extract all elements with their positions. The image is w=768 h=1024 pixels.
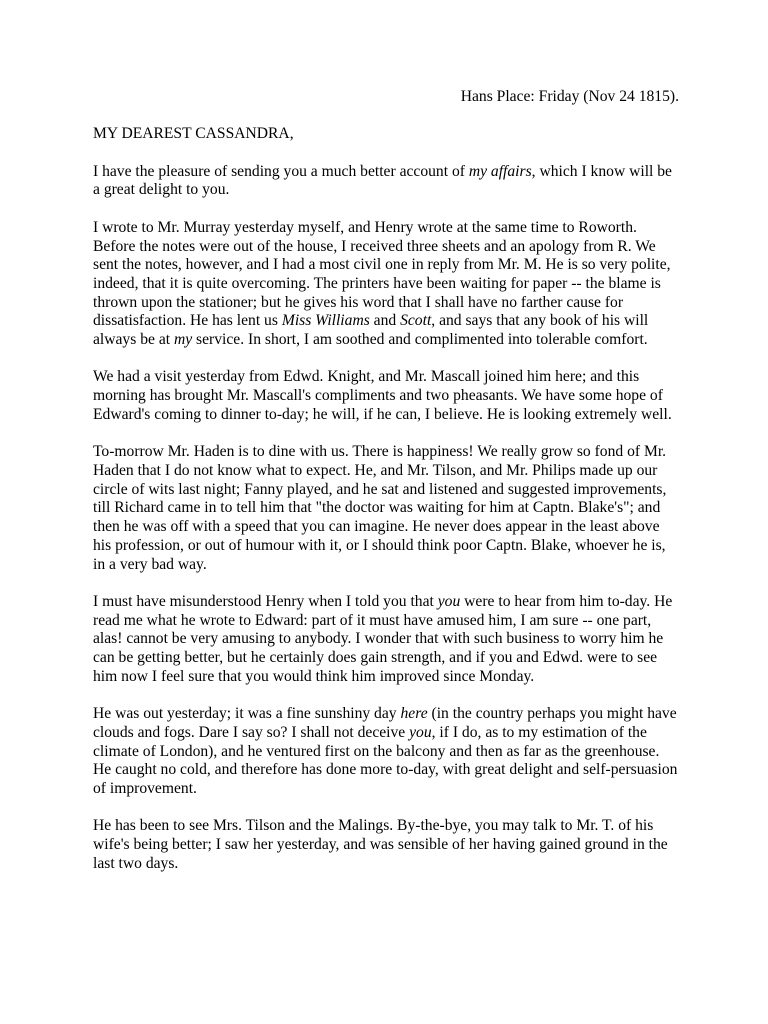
- letter-paragraph: [93, 443, 679, 574]
- letter-paragraph: [93, 593, 679, 687]
- letter-paragraph: [93, 817, 679, 873]
- italic-run: Miss Williams: [281, 312, 370, 330]
- text-run: and: [369, 312, 401, 330]
- letter-paragraph: [93, 163, 679, 200]
- text-run: I have the pleasure of sending you a much better account of: [93, 162, 469, 180]
- text-run: To-morrow Mr. Haden is to dine with us. There is happiness! We really grow so fond of Mr. Haden that I do not know what to expect. He, and Mr. Tilson, and Mr. Philips made up our circle of wits last night; Fanny played, and he sat and listened and suggested improvements, till Richard came in to tell him that "the doctor was waiting for him at Captn. Blake's"; and then he was off with a speed that you can imagine. He never does appear in the least above his profession, or out of humour with it, or I should think poor Captn. Blake, whoever he is, in a very bad way.: [93, 443, 667, 573]
- letter-paragraph: [93, 219, 679, 350]
- italic-run: my affairs: [468, 162, 532, 180]
- text-run: , if I do, as to my estimation of the climate of London), and he ventured first on the balcony and then as far as the greenhouse. He caught no cold, and therefore has done more to-day, with great delight and self-persuasion of improvement.: [93, 723, 678, 797]
- text-run: He was out yesterday; it was a fine sunshiny day: [93, 705, 401, 723]
- text-run: We had a visit yesterday from Edwd. Knight, and Mr. Mascall joined him here; and this morning has brought Mr. Mascall's compliments and two pheasants. We have some hope of Edward's coming to dinner to-day; he will, if he can, I believe. He is looking extremely well.: [93, 368, 672, 423]
- text-run: , and says that any book of his will always be at: [93, 312, 649, 349]
- text-run: were to hear from him to-day. He read me what he wrote to Edward: part of it must have amused him, I am sure -- one part, alas! cannot be very amusing to anybody. I wonder that with such business to worry him he can be getting better, but he certainly does gain strength, and if you and Edwd. were to see him now I feel sure that you would think him improved since Monday.: [93, 592, 673, 685]
- text-run: service. In short, I am soothed and complimented into tolerable comfort.: [192, 331, 648, 349]
- italic-run: my: [173, 331, 193, 349]
- text-run: He has been to see Mrs. Tilson and the Malings. By-the-bye, you may talk to Mr. T. of his wife's being better; I saw her yesterday, and was sensible of her having gained ground in the last two days.: [93, 817, 668, 872]
- letter-paragraph: [93, 368, 679, 424]
- text-run: (in the country perhaps you might have clouds and fogs. Dare I say so? I shall not deceive: [93, 705, 677, 741]
- letter-paragraph: [93, 705, 679, 799]
- italic-run: you: [409, 723, 432, 741]
- text-run: I wrote to Mr. Murray yesterday myself, and Henry wrote at the same time to Roworth. Before the notes were out of the house, I received three sheets and an apology from R. We sent the notes, however, and I had a most civil one in reply from Mr. M. He is so very polite, indeed, that it is quite overcoming. The printers have been waiting for paper -- the blame is thrown upon the stationer; but he gives his word that I shall have no farther cause for dissatisfaction. He has lent us: [93, 218, 671, 330]
- italic-run: you: [437, 592, 461, 610]
- letter-dateline: Hans Place: Friday (Nov 24 1815).: [460, 88, 679, 105]
- letter-page: [93, 88, 679, 892]
- letter-salutation: MY DEAREST CASSANDRA,: [93, 125, 294, 143]
- italic-run: Scott: [400, 312, 432, 330]
- italic-run: here: [400, 705, 428, 723]
- text-run: I must have misunderstood Henry when I told you that: [93, 592, 438, 610]
- text-run: , which I know will be a great delight to you.: [93, 162, 672, 199]
